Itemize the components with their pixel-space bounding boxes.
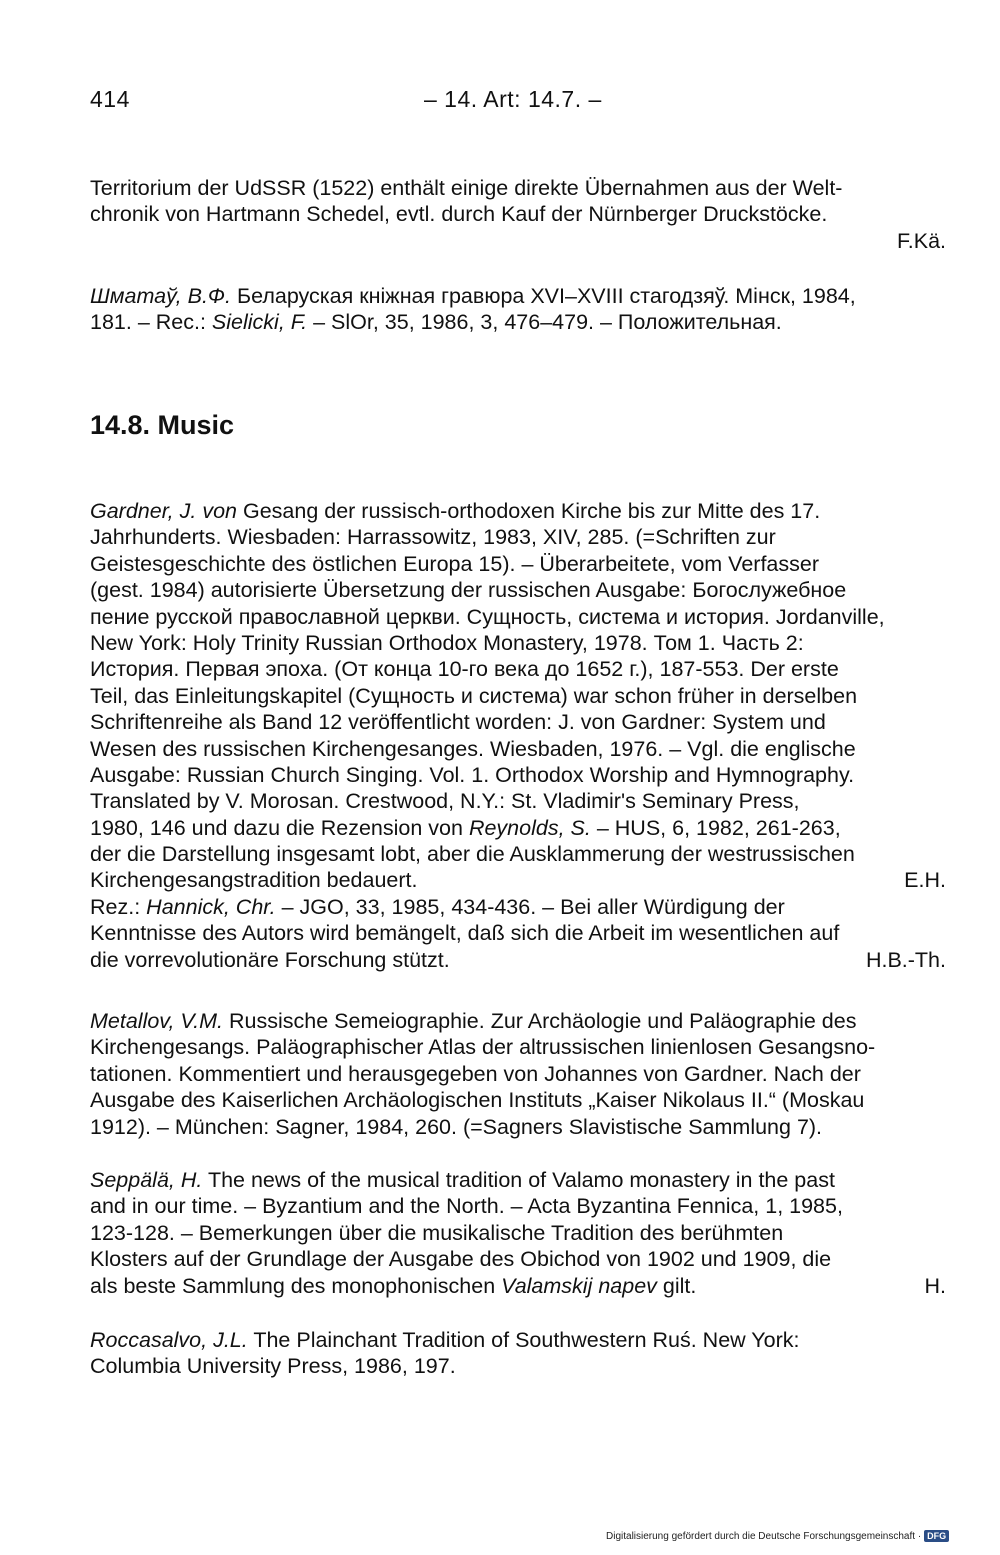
work-title: Valamskij napev xyxy=(501,1273,657,1298)
text-line: and in our time. – Byzantium and the North. – Acta Byzantina Fennica, 1, 1985, xyxy=(90,1194,843,1219)
entry-author: Шматаў, В.Ф. xyxy=(90,284,231,308)
text-run: Rez.: xyxy=(90,894,141,919)
text-line: Geistesgeschichte des östlichen Europa 15). – Überarbeitete, vom Verfasser xyxy=(90,551,819,576)
reviewer-signature: H.B.-Th. xyxy=(865,947,946,972)
reviewer-signature: F.Kä. xyxy=(897,228,946,253)
text-run: Kirchengesangstradition bedauert. xyxy=(90,868,418,893)
text-line: Wesen des russischen Kirchengesanges. Wiesbaden, 1976. – Vgl. die englische xyxy=(90,736,856,761)
entry-line xyxy=(90,815,946,841)
bibliography-entry xyxy=(90,1327,946,1380)
entry-line xyxy=(90,947,946,973)
entry-author: Metallov, V.M. xyxy=(90,1009,224,1033)
reviewer-name: Hannick, Chr. xyxy=(146,894,276,919)
text-line: (gest. 1984) autorisierte Übersetzung der russischen Ausgabe: Богослужебное xyxy=(90,578,847,603)
text-line: Jahrhunderts. Wiesbaden: Harrassowitz, 1983, XIV, 285. (=Schriften zur xyxy=(90,525,776,550)
text-line: Territorium der UdSSR (1522) enthält einige direkte Übernahmen aus der Welt- xyxy=(90,176,843,200)
text-line: История. Первая эпоха. (От конца 10-го века до 1652 г.), 187-553. Der erste xyxy=(90,657,839,682)
reviewer-name: Reynolds, S. xyxy=(468,815,591,840)
text-line: Kirchengesangs. Paläographischer Atlas der altrussischen linienlosen Gesangsno- xyxy=(90,1035,876,1060)
text-run: – HUS, 6, 1982, 261-263, xyxy=(596,815,841,840)
reviewer-signature: H. xyxy=(924,1273,946,1298)
text-run: als beste Sammlung des monophonischen xyxy=(90,1273,496,1298)
entry-line xyxy=(90,894,946,920)
entry-title: Russische Semeiographie. Zur Archäologie und Paläographie des xyxy=(229,1009,857,1033)
text-run xyxy=(90,1273,696,1299)
bibliography-entry xyxy=(90,283,946,336)
entry-continuation xyxy=(90,175,946,254)
entry-line xyxy=(90,1273,946,1299)
text-line: Klosters auf der Grundlage der Ausgabe des Obichod von 1902 und 1909, die xyxy=(90,1247,832,1272)
text-line: Columbia University Press, 1986, 197. xyxy=(90,1354,456,1379)
running-head: – 14. Art: 14.7. – xyxy=(424,86,602,112)
text-run: gilt. xyxy=(662,1273,697,1298)
text-line: Schriftenreihe als Band 12 veröffentlicht worden: J. von Gardner: System und xyxy=(90,710,826,735)
text-line: New York: Holy Trinity Russian Orthodox Monastery, 1978. Том 1. Часть 2: xyxy=(90,630,804,655)
entry-author: Gardner, J. von xyxy=(90,499,237,523)
entry-line xyxy=(90,498,946,524)
text-line: Ausgabe: Russian Church Singing. Vol. 1. Orthodox Worship and Hymnography. xyxy=(90,762,855,787)
text-line: tationen. Kommentiert und herausgegeben von Johannes von Gardner. Nach der xyxy=(90,1061,861,1086)
page-number: 414 xyxy=(90,86,130,112)
text-line: Kenntnisse des Autors wird bemängelt, daß sich die Arbeit im wesentlichen auf xyxy=(90,921,840,946)
entry-title: The news of the musical tradition of Valamo monastery in the past xyxy=(207,1168,835,1192)
bibliography-entry xyxy=(90,1167,946,1299)
entry-line xyxy=(90,1008,946,1034)
entry-author: Roccasalvo, J.L. xyxy=(90,1328,248,1352)
text-run: 1980, 146 und dazu die Rezension von xyxy=(90,815,463,840)
entry-author: Seppälä, H. xyxy=(90,1168,203,1192)
text-run: die vorrevolutionäre Forschung stützt. xyxy=(90,947,450,972)
entry-line xyxy=(90,1327,946,1353)
entry-title: The Plainchant Tradition of Southwestern Ruś. New York: xyxy=(253,1328,800,1352)
text-line: der die Darstellung insgesamt lobt, aber die Ausklammerung der westrussischen xyxy=(90,842,855,867)
footer-text: Digitalisierung gefördert durch die Deutsche Forschungsgemeinschaft · xyxy=(606,1530,922,1542)
entry-title: Беларуская кніжная гравюра XVI–XVIII стагодзяў. Мінск, 1984, xyxy=(236,284,856,308)
bibliography-entry xyxy=(90,1008,946,1140)
entry-line xyxy=(90,283,946,309)
text-line: пение русской православной церкви. Сущность, система и история. Jordanville, xyxy=(90,604,885,629)
text-line: Teil, das Einleitungskapitel (Сущность и система) war schon früher in derselben xyxy=(90,683,858,708)
bibliography-entry xyxy=(90,498,946,973)
entry-line xyxy=(90,867,946,893)
entry-line xyxy=(90,1167,946,1193)
text-run: 181. – Rec.: xyxy=(90,310,206,335)
entry-line xyxy=(90,309,946,335)
entry-title: Gesang der russisch-orthodoxen Kirche bis zur Mitte des 17. xyxy=(242,499,821,523)
text-run: – SlOr, 35, 1986, 3, 476–479. – Положительная. xyxy=(313,310,782,335)
text-run: – JGO, 33, 1985, 434-436. – Bei aller Würdigung der xyxy=(281,894,785,919)
text-line: chronik von Hartmann Schedel, evtl. durch Kauf der Nürnberger Druckstöcke. xyxy=(90,202,828,227)
digitization-footer xyxy=(606,1530,949,1542)
section-heading: 14.8. Music xyxy=(90,410,235,440)
dfg-logo: DFG xyxy=(924,1530,949,1542)
text-line: 123-128. – Bemerkungen über die musikalische Tradition des berühmten xyxy=(90,1220,784,1245)
text-line: 1912). – München: Sagner, 1984, 260. (=Sagners Slavistische Sammlung 7). xyxy=(90,1114,823,1139)
reviewer-signature: E.H. xyxy=(904,868,946,893)
text-line: Translated by V. Morosan. Crestwood, N.Y.: St. Vladimir's Seminary Press, xyxy=(90,789,800,814)
reviewer-name: Sielicki, F. xyxy=(211,310,308,335)
text-line: Ausgabe des Kaiserlichen Archäologischen Instituts „Kaiser Nikolaus II.“ (Moskau xyxy=(90,1088,865,1113)
